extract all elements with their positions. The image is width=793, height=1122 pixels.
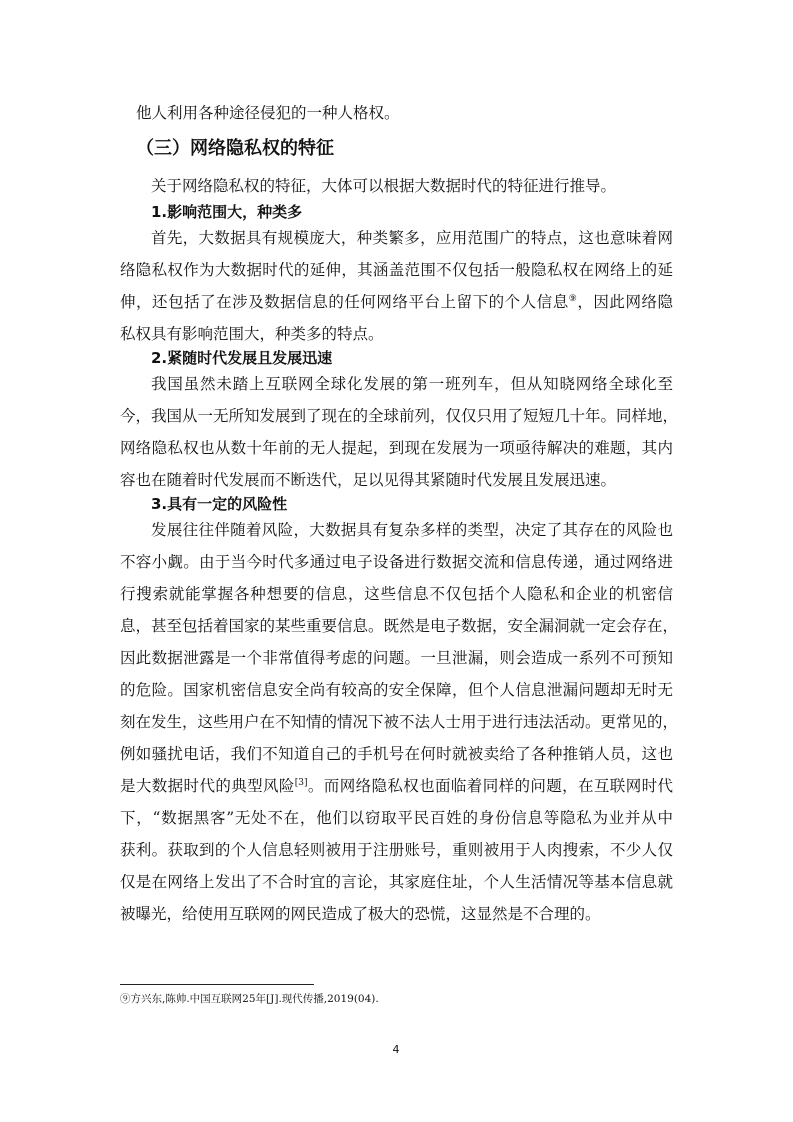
body-text-line: 他人利用各种途径侵犯的一种人格权。 xyxy=(136,104,400,122)
body-text-line: 获利。获取到的个人信息轻则被用于注册账号，重则被用于人肉搜索，不少人仅 xyxy=(120,841,673,859)
footnote-divider xyxy=(120,984,314,985)
body-text-line: 今，我国从一无所知发展到了现在的全球前列，仅仅只用了短短几十年。同样地， xyxy=(120,407,679,425)
page-number: 4 xyxy=(392,1043,400,1056)
body-text-line: 不容小觑。由于当今时代多通过电子设备进行数据交流和信息传递，通过网络进 xyxy=(120,553,673,571)
body-text-segment: 伸，还包括了在涉及数据信息的任何网络平台上留下的个人信息 xyxy=(120,293,569,311)
body-text-line: 首先，大数据具有规模庞大，种类繁多，应用范围广的特点，这也意味着网 xyxy=(151,229,673,247)
section-heading: （三）网络隐私权的特征 xyxy=(136,138,334,159)
body-text-line: 因此数据泄露是一个非常值得考虑的问题。一旦泄漏，则会造成一系列不可预知 xyxy=(120,649,673,667)
body-text-segment: ，因此网络隐 xyxy=(577,293,673,311)
subsection-heading: 2.紧随时代发展且发展迅速 xyxy=(151,349,333,367)
body-text-line: 发展往往伴随着风险，大数据具有复杂多样的类型，决定了其存在的风险也 xyxy=(151,521,673,539)
subsection-heading: 3.具有一定的风险性 xyxy=(151,495,288,513)
body-text-line: 仅是在网络上发出了不合时宜的言论，其家庭住址，个人生活情况等基本信息就 xyxy=(120,873,673,891)
body-text-line: 行搜索就能掌握各种想要的信息，这些信息不仅包括个人隐私和企业的机密信 xyxy=(120,585,673,603)
body-text-line: 网络隐私权也从数十年前的无人提起，到现在发展为一项亟待解决的难题，其内 xyxy=(120,439,673,457)
body-text-line: 我国虽然未踏上互联网全球化发展的第一班列车，但从知晓网络全球化至 xyxy=(151,375,673,393)
body-text-line: 络隐私权作为大数据时代的延伸，其涵盖范围不仅包括一般隐私权在网络上的延 xyxy=(120,261,673,279)
citation-marker: [3] xyxy=(294,778,308,788)
body-text-line: 息，甚至包括着国家的某些重要信息。既然是电子数据，安全漏洞就一定会存在， xyxy=(120,617,679,635)
body-text-line: 私权具有影响范围大，种类多的特点。 xyxy=(120,325,384,343)
body-text-line: 关于网络隐私权的特征，大体可以根据大数据时代的特征进行推导。 xyxy=(151,177,617,195)
footnote-marker: ⑨ xyxy=(568,294,578,304)
body-text-line xyxy=(120,776,673,796)
body-text-line: 的危险。国家机密信息安全尚有较高的安全保障，但个人信息泄漏问题却无时无 xyxy=(120,681,673,699)
footnote: ⑨方兴东,陈帅.中国互联网25年[J].现代传播,2019(04). xyxy=(120,993,379,1005)
body-text-segment: 。而网络隐私权也面临着同样的问题，在互联网时代 xyxy=(307,777,673,795)
body-text-line: 刻在发生，这些用户在不知情的情况下被不法人士用于进行违法活动。更常见的， xyxy=(120,713,679,731)
body-text-line: 下，“数据黑客”无处不在，他们以窃取平民百姓的身份信息等隐私为业并从中 xyxy=(120,809,673,827)
body-text-line: 例如骚扰电话，我们不知道自己的手机号在何时就被卖给了各种推销人员，这也 xyxy=(120,745,673,763)
body-text-line xyxy=(120,292,673,312)
body-text-line: 容也在随着时代发展而不断迭代，足以见得其紧随时代发展且发展迅速。 xyxy=(120,471,617,489)
body-text-segment: 是大数据时代的典型风险 xyxy=(120,777,295,795)
subsection-heading: 1.影响范围大，种类多 xyxy=(151,203,303,221)
body-text-line: 被曝光，给使用互联网的网民造成了极大的恐慌，这显然是不合理的。 xyxy=(120,905,601,923)
